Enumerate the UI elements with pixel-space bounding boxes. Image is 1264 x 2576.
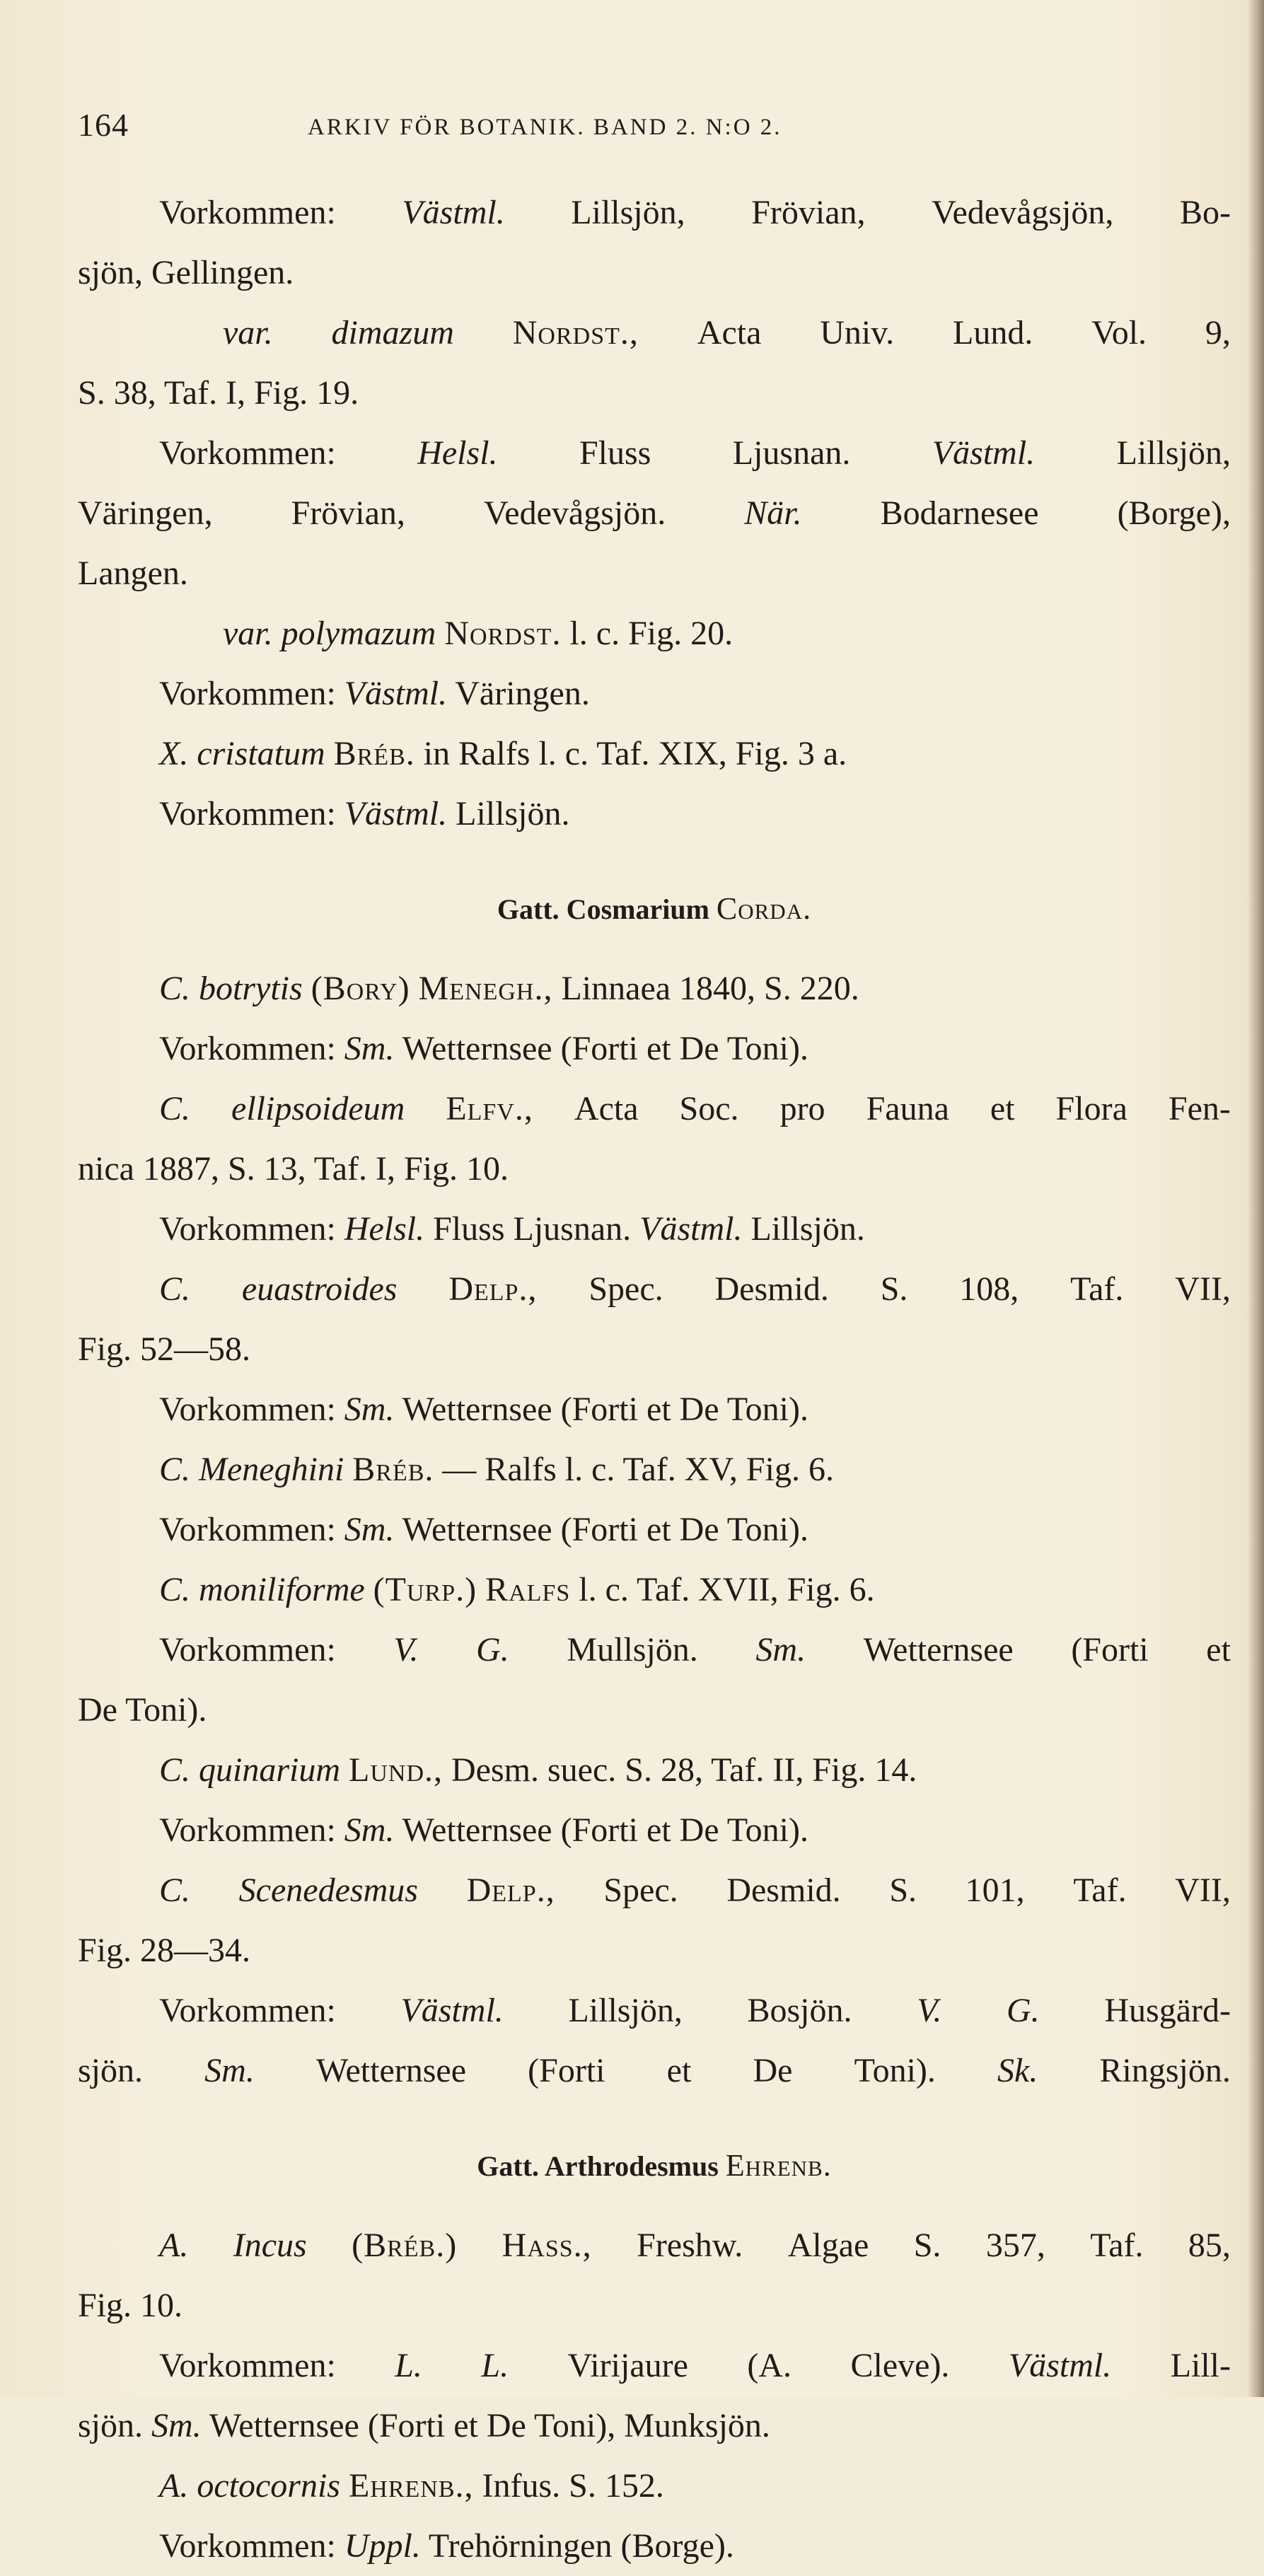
page-header xyxy=(78,106,1238,156)
text-line: Fig. 10. xyxy=(78,2287,183,2324)
text-line: Fig. 52—58. xyxy=(78,1330,251,1368)
text-line: S. 38, Taf. I, Fig. 19. xyxy=(78,374,359,412)
text-line: Vorkommen: Uppl. Trehörningen (Borge). xyxy=(159,2527,734,2565)
text-line: Vorkommen: L. L. Virijaure (A. Cleve). Västml. Lill- xyxy=(159,2347,1231,2384)
text-line: Vorkommen: Sm. Wetternsee (Forti et De Toni). xyxy=(159,1391,808,1428)
page-number: 164 xyxy=(78,107,129,143)
text-line: sjön. Sm. Wetternsee (Forti et De Toni), Munksjön. xyxy=(78,2407,770,2444)
text-line: Vorkommen: Sm. Wetternsee (Forti et De Toni). xyxy=(159,1811,808,1849)
text-line: Vorkommen: Helsl. Fluss Ljusnan. Västml. Lillsjön, xyxy=(159,434,1231,472)
text-line: var. polymazum Nordst. l. c. Fig. 20. xyxy=(223,615,734,652)
text-line: var. dimazum Nordst., Acta Univ. Lund. Vol. 9, xyxy=(223,314,1231,352)
text-line: X. cristatum Bréb. in Ralfs l. c. Taf. XIX, Fig. 3 a. xyxy=(159,735,847,772)
text-line: Vorkommen: Västml. Väringen. xyxy=(159,675,590,712)
body-text xyxy=(78,182,1231,2576)
text-line: sjön, Gellingen. xyxy=(78,254,294,291)
section-heading-arthrodesmus: Gatt. Arthrodesmus Ehrenb. xyxy=(477,2148,832,2183)
text-line: C. ellipsoideum Elfv., Acta Soc. pro Fauna et Flora Fen- xyxy=(159,1090,1231,1127)
text-line: Vorkommen: V. G. Mullsjön. Sm. Wetternsee (Forti et xyxy=(159,1631,1231,1669)
page-edge-shadow xyxy=(1247,0,1264,2397)
text-line: C. botrytis (Bory) Menegh., Linnaea 1840, S. 220. xyxy=(159,970,859,1007)
text-line: Väringen, Frövian, Vedevågsjön. När. Bodarnesee (Borge), xyxy=(78,494,1231,532)
running-title: ARKIV FÖR BOTANIK. BAND 2. N:O 2. xyxy=(308,115,782,140)
text-line: Vorkommen: Helsl. Fluss Ljusnan. Västml. Lillsjön. xyxy=(159,1210,865,1248)
text-line: C. euastroides Delp., Spec. Desmid. S. 108, Taf. VII, xyxy=(159,1270,1231,1308)
text-line: nica 1887, S. 13, Taf. I, Fig. 10. xyxy=(78,1150,509,1188)
text-line: C. Scenedesmus Delp., Spec. Desmid. S. 101, Taf. VII, xyxy=(159,1872,1231,1909)
text-line: C. quinarium Lund., Desm. suec. S. 28, Taf. II, Fig. 14. xyxy=(159,1751,917,1789)
text-line: Vorkommen: Västml. Lillsjön, Bosjön. V. G. Husgärd- xyxy=(159,1992,1231,2029)
text-line: Vorkommen: Sm. Wetternsee (Forti et De Toni). xyxy=(159,1030,808,1067)
text-line: De Toni). xyxy=(78,1691,207,1729)
text-line: Vorkommen: Västml. Lillsjön. xyxy=(159,795,570,832)
text-line: Vorkommen: Västml. Lillsjön, Frövian, Vedevågsjön, Bo- xyxy=(159,194,1231,231)
section-heading-cosmarium: Gatt. Cosmarium Corda. xyxy=(497,891,812,926)
text-line: A. Incus (Bréb.) Hass., Freshw. Algae S. 357, Taf. 85, xyxy=(159,2227,1231,2264)
text-line: Fig. 28—34. xyxy=(78,1932,251,1969)
text-line: A. octocornis Ehrenb., Infus. S. 152. xyxy=(159,2467,664,2505)
text-line: C. Meneghini Bréb. — Ralfs l. c. Taf. XV, Fig. 6. xyxy=(159,1451,834,1488)
text-line: sjön. Sm. Wetternsee (Forti et De Toni). Sk. Ringsjön. xyxy=(78,2052,1231,2089)
text-line: C. moniliforme (Turp.) Ralfs l. c. Taf. XVII, Fig. 6. xyxy=(159,1571,875,1608)
text-line: Langen. xyxy=(78,555,188,592)
text-line: Vorkommen: Sm. Wetternsee (Forti et De Toni). xyxy=(159,1511,808,1548)
